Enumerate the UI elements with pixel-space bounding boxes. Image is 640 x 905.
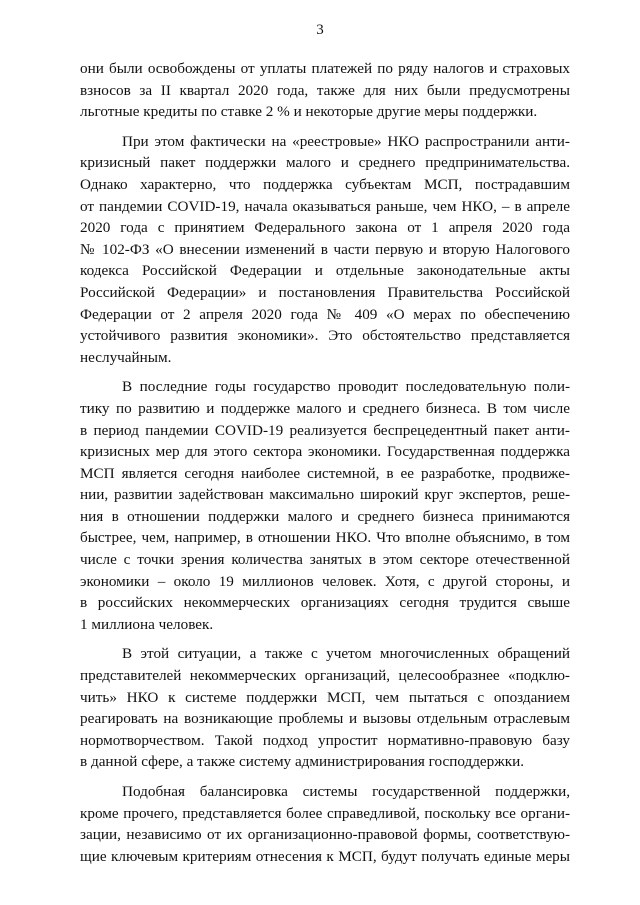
text-line: реагировать на возникающие проблемы и вызовы отдельным отраслевым xyxy=(80,710,570,728)
text-line: в период пандемии COVID-19 реализуется беспрецедентный пакет анти- xyxy=(80,421,570,439)
text-line: тику по развитию и поддержке малого и среднего бизнеса. В том числе xyxy=(80,399,570,417)
text-line: экономики – около 19 миллионов человек. Хотя, с другой стороны, и xyxy=(80,572,570,590)
text-line: числе с точки зрения количества занятых в этом секторе отечественной xyxy=(80,551,570,569)
text-line: нии, развитии задействован максимально широкий круг экспертов, реше- xyxy=(80,486,570,504)
text-line: 1 миллиона человек. xyxy=(80,615,214,633)
text-line: от пандемии COVID-19, начала оказываться раньше, чем НКО, – в апреле xyxy=(80,197,570,215)
text-line: быстрее, чем, например, в отношении НКО. Что вполне объяснимо, в том xyxy=(80,529,570,547)
text-line: 2020 года с принятием Федерального закона от 1 апреля 2020 года xyxy=(80,219,570,237)
text-line: МСП является сегодня наиболее системной, в ее разработке, продвиже- xyxy=(80,464,570,482)
text-line: кризисных мер для этого сектора экономики. Государственная поддержка xyxy=(80,443,570,461)
text-line: чить» НКО к системе поддержки МСП, чем пытаться с опозданием xyxy=(80,688,570,706)
text-line: В последние годы государство проводит последовательную поли- xyxy=(122,378,570,396)
text-line: представителей некоммерческих организаций, целесообразнее «подклю- xyxy=(80,667,570,685)
text-line: льготные кредиты по ставке 2 % и некоторые другие меры поддержки. xyxy=(80,103,538,121)
text-line: взносов за II квартал 2020 года, также для них были предусмотрены xyxy=(80,81,570,99)
text-line: щие ключевым критериям отнесения к МСП, будут получать единые меры xyxy=(80,847,570,865)
text-line: Российской Федерации» и постановления Правительства Российской xyxy=(80,283,570,301)
text-line: № 102-ФЗ «О внесении изменений в части первую и вторую Налогового xyxy=(80,240,570,258)
paragraph-connect-nko xyxy=(80,643,570,773)
text-line: Подобная балансировка системы государственной поддержки, xyxy=(122,783,570,800)
text-line: В этой ситуации, а также с учетом многочисленных обращений xyxy=(122,645,570,663)
paragraph-sme-policy xyxy=(80,376,570,635)
text-line: ния в отношении поддержки малого и среднего бизнеса принимаются xyxy=(80,507,570,525)
text-line: Федерации от 2 апреля 2020 года № 409 «О мерах по обеспечению xyxy=(80,305,570,323)
text-line: При этом фактически на «реестровые» НКО распространили анти- xyxy=(122,132,570,150)
text-line: нормотворчеством. Такой подход упростит нормативно-правовую базу xyxy=(80,731,570,749)
paragraph-continuation xyxy=(80,58,570,123)
text-line: зации, независимо от их организационно-правовой формы, соответствую- xyxy=(80,826,570,844)
text-line: неслучайным. xyxy=(80,348,172,366)
text-line: кроме прочего, представляется более справедливой, поскольку все органи- xyxy=(80,804,570,822)
text-line: устойчивого развития экономики». Это обстоятельство представляется xyxy=(80,327,570,345)
document-body xyxy=(80,58,570,867)
paragraph-balancing xyxy=(80,781,570,867)
text-line: они были освобождены от уплаты платежей по ряду налогов и страховых xyxy=(80,60,570,77)
text-line: в российских некоммерческих организациях сегодня трудится свыше xyxy=(80,594,570,612)
page-number: 3 xyxy=(316,22,324,38)
paragraph-anticrisis-package xyxy=(80,131,570,369)
text-line: Однако характерно, что поддержка субъектам МСП, пострадавшим xyxy=(80,175,570,193)
text-line: кодекса Российской Федерации и отдельные законодательные акты xyxy=(80,262,570,280)
text-line: кризисный пакет поддержки малого и среднего предпринимательства. xyxy=(80,154,570,172)
text-line: в данной сфере, а также систему администрирования господдержки. xyxy=(80,753,525,771)
